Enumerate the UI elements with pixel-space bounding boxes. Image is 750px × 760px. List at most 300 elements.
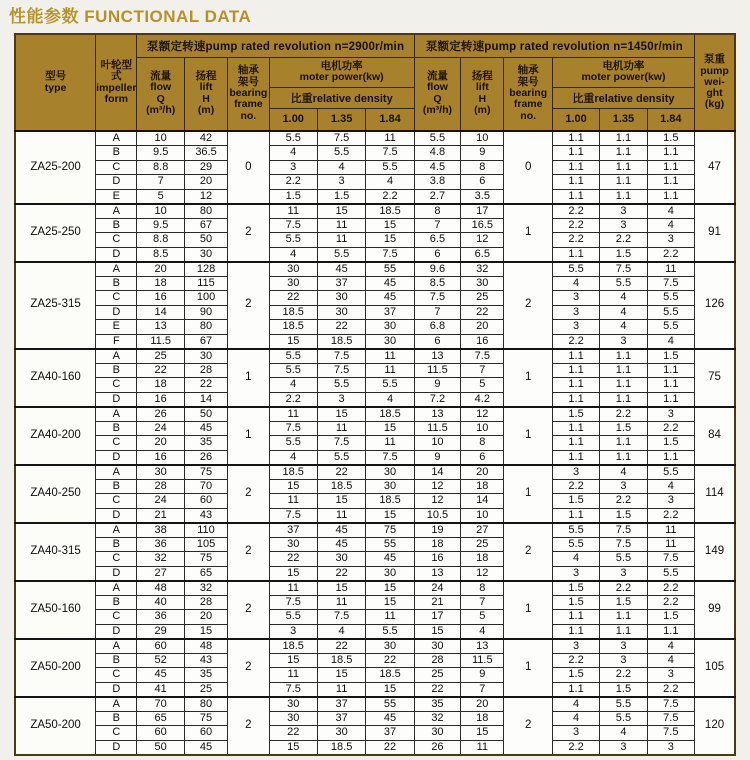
power-1450-d135-cell: 1.1: [600, 363, 647, 378]
flow-1450-cell: 2.7: [414, 189, 460, 204]
bearing-frame-2900-cell: 2: [228, 523, 269, 581]
power-2900-d135-cell: 15: [317, 581, 365, 596]
impeller-form-cell: B: [96, 711, 137, 726]
motor-power-1450-header: [552, 57, 694, 87]
power-1450-d135-cell: 2.2: [600, 581, 647, 596]
impeller-form-cell: B: [96, 479, 137, 494]
flow-2900-cell: 27: [137, 566, 184, 581]
lift-2900-cell: 110: [184, 523, 227, 538]
power-1450-d135-cell: 5.5: [600, 697, 647, 712]
power-1450-d135-cell: 1.1: [600, 349, 647, 364]
power-1450-d135-cell: 1.1: [600, 436, 647, 451]
header-line: 泵重: [704, 53, 726, 66]
power-1450-d184-cell: 4: [647, 334, 694, 349]
power-1450-d100-cell: 1.1: [552, 508, 599, 523]
flow-2900-cell: 9.5: [137, 218, 184, 233]
power-2900-d100-cell: 1.5: [269, 189, 317, 204]
power-1450-d100-cell: 1.1: [552, 146, 599, 161]
power-2900-d135-cell: 37: [317, 697, 365, 712]
power-1450-d184-cell: 2.2: [647, 508, 694, 523]
power-2900-d100-cell: 15: [269, 479, 317, 494]
power-2900-d184-cell: 22: [366, 740, 414, 755]
power-1450-d184-cell: 2.2: [647, 581, 694, 596]
power-2900-d100-cell: 5.5: [269, 610, 317, 625]
header-line: wei-: [704, 75, 725, 88]
power-2900-d100-cell: 11: [269, 494, 317, 509]
power-2900-d135-cell: 11: [317, 682, 365, 697]
power-1450-d100-cell: 1.1: [552, 363, 599, 378]
bearing-frame-1450-cell: 2: [504, 523, 552, 581]
table-row: [15, 247, 735, 262]
power-1450-d100-cell: 1.1: [552, 450, 599, 465]
lift-1450-cell: 7.5: [461, 349, 504, 364]
power-2900-d100-cell: 11: [269, 407, 317, 422]
flow-2900-cell: 10: [137, 204, 184, 219]
flow-2900-cell: 41: [137, 682, 184, 697]
power-2900-d100-cell: 15: [269, 740, 317, 755]
power-1450-d135-cell: 1.1: [600, 160, 647, 175]
weight-column-header: [695, 34, 735, 131]
relative-density-1450-header: 比重relative density: [552, 87, 694, 108]
table-row: [15, 450, 735, 465]
power-2900-d100-cell: 11: [269, 668, 317, 683]
impeller-form-cell: C: [96, 494, 137, 509]
power-2900-d100-cell: 18.5: [269, 320, 317, 335]
flow-2900-cell: 18: [137, 378, 184, 393]
relative-density-2900-header: 比重relative density: [269, 87, 414, 108]
table-row: [15, 349, 735, 364]
power-2900-d100-cell: 3: [269, 624, 317, 639]
impeller-form-cell: A: [96, 349, 137, 364]
power-2900-d135-cell: 5.5: [317, 378, 365, 393]
flow-1450-cell: 10: [414, 436, 460, 451]
flow-1450-cell: 13: [414, 407, 460, 422]
power-2900-d100-cell: 30: [269, 711, 317, 726]
flow-2900-cell: 52: [137, 653, 184, 668]
flow-1450-cell: 25: [414, 668, 460, 683]
power-2900-d100-cell: 3: [269, 160, 317, 175]
power-1450-d100-cell: 2.2: [552, 233, 599, 248]
flow-1450-cell: 19: [414, 523, 460, 538]
pump-weight-cell: 126: [695, 262, 735, 349]
lift-1450-cell: 17: [461, 204, 504, 219]
table-row: [15, 160, 735, 175]
header-line: (kg): [704, 98, 725, 111]
power-1450-d135-cell: 5.5: [600, 711, 647, 726]
flow-1450-header: [414, 57, 460, 131]
power-1450-d135-cell: 5.5: [600, 552, 647, 567]
flow-2900-cell: 28: [137, 479, 184, 494]
power-1450-d184-cell: 7.5: [647, 276, 694, 291]
header-line: 电机功率: [320, 59, 363, 72]
impeller-form-cell: A: [96, 262, 137, 277]
header-line: (m³/h): [146, 104, 176, 117]
lift-2900-cell: 22: [184, 378, 227, 393]
power-1450-d184-cell: 1.5: [647, 131, 694, 146]
bearing-2900-header: [228, 57, 269, 131]
lift-2900-cell: 115: [184, 276, 227, 291]
flow-1450-cell: 12: [414, 494, 460, 509]
header-line: bearing: [229, 87, 268, 100]
table-row: [15, 131, 735, 146]
flow-2900-cell: 32: [137, 552, 184, 567]
power-2900-d184-cell: 5.5: [366, 378, 414, 393]
bearing-frame-2900-cell: 2: [228, 262, 269, 349]
header-line: pump: [700, 64, 729, 77]
lift-1450-cell: 12: [461, 566, 504, 581]
power-1450-d100-cell: 4: [552, 276, 599, 291]
power-1450-d100-cell: 1.1: [552, 160, 599, 175]
pump-weight-cell: 91: [695, 204, 735, 262]
flow-1450-cell: 11.5: [414, 363, 460, 378]
lift-1450-cell: 6: [461, 450, 504, 465]
flow-2900-cell: 16: [137, 450, 184, 465]
power-2900-d184-cell: 55: [366, 537, 414, 552]
lift-2900-cell: 20: [184, 175, 227, 190]
power-2900-d184-cell: 15: [366, 682, 414, 697]
power-2900-d184-cell: 5.5: [366, 624, 414, 639]
power-1450-d135-cell: 1.5: [600, 508, 647, 523]
lift-1450-cell: 6.5: [461, 247, 504, 262]
power-1450-d184-cell: 1.1: [647, 175, 694, 190]
power-1450-d100-cell: 3: [552, 291, 599, 306]
table-row: [15, 697, 735, 712]
flow-1450-cell: 11.5: [414, 421, 460, 436]
lift-2900-cell: 80: [184, 320, 227, 335]
lift-2900-cell: 29: [184, 160, 227, 175]
lift-2900-cell: 128: [184, 262, 227, 277]
lift-2900-cell: 20: [184, 610, 227, 625]
lift-2900-cell: 42: [184, 131, 227, 146]
lift-2900-cell: 25: [184, 682, 227, 697]
flow-1450-cell: 5.5: [414, 131, 460, 146]
lift-2900-cell: 30: [184, 349, 227, 364]
pump-type-cell: ZA50-160: [15, 581, 96, 639]
power-2900-d184-cell: 5.5: [366, 160, 414, 175]
table-row: [15, 146, 735, 161]
power-1450-d100-cell: 1.5: [552, 581, 599, 596]
lift-2900-cell: 35: [184, 436, 227, 451]
power-1450-d184-cell: 1.1: [647, 624, 694, 639]
impeller-form-cell: D: [96, 247, 137, 262]
pump-type-cell: ZA25-200: [15, 131, 96, 204]
power-2900-d100-cell: 18.5: [269, 305, 317, 320]
power-1450-d184-cell: 11: [647, 523, 694, 538]
lift-2900-cell: 48: [184, 639, 227, 654]
power-1450-d135-cell: 4: [600, 291, 647, 306]
lift-1450-cell: 22: [461, 305, 504, 320]
power-2900-d135-cell: 11: [317, 218, 365, 233]
power-1450-d135-cell: 3: [600, 218, 647, 233]
lift-2900-cell: 32: [184, 581, 227, 596]
lift-1450-cell: 9: [461, 146, 504, 161]
header-line: 型号: [45, 70, 67, 83]
flow-1450-cell: 13: [414, 349, 460, 364]
power-1450-d135-cell: 2.2: [600, 407, 647, 422]
header-line: moter power(kw): [581, 71, 666, 83]
density-value-header: 1.35: [600, 108, 647, 131]
power-2900-d184-cell: 45: [366, 291, 414, 306]
motor-power-2900-header: [269, 57, 414, 87]
header-line: flow: [150, 81, 172, 94]
power-2900-d100-cell: 11: [269, 581, 317, 596]
bearing-frame-2900-cell: 1: [228, 349, 269, 407]
power-2900-d135-cell: 37: [317, 711, 365, 726]
lift-2900-cell: 28: [184, 363, 227, 378]
density-value-header: 1.00: [552, 108, 599, 131]
power-2900-d100-cell: 7.5: [269, 421, 317, 436]
lift-1450-cell: 7: [461, 682, 504, 697]
flow-1450-cell: 12: [414, 479, 460, 494]
flow-2900-cell: 29: [137, 624, 184, 639]
power-2900-d135-cell: 15: [317, 407, 365, 422]
power-1450-d100-cell: 3: [552, 305, 599, 320]
power-1450-d100-cell: 2.2: [552, 204, 599, 219]
power-2900-d135-cell: 5.5: [317, 450, 365, 465]
power-1450-d184-cell: 1.1: [647, 146, 694, 161]
table-row: [15, 407, 735, 422]
power-2900-d184-cell: 18.5: [366, 204, 414, 219]
power-2900-d135-cell: 4: [317, 160, 365, 175]
bearing-frame-1450-cell: 0: [504, 131, 552, 204]
flow-2900-cell: 16: [137, 291, 184, 306]
table-row: [15, 436, 735, 451]
power-1450-d100-cell: 3: [552, 465, 599, 480]
flow-2900-cell: 24: [137, 494, 184, 509]
bearing-1450-header: [504, 57, 552, 131]
power-1450-d100-cell: 1.1: [552, 392, 599, 407]
impeller-form-cell: D: [96, 450, 137, 465]
power-2900-d100-cell: 5.5: [269, 436, 317, 451]
table-row: [15, 552, 735, 567]
impeller-form-cell: C: [96, 436, 137, 451]
power-1450-d135-cell: 1.1: [600, 378, 647, 393]
power-2900-d135-cell: 11: [317, 233, 365, 248]
power-1450-d184-cell: 1.5: [647, 610, 694, 625]
header-line: flow: [426, 81, 448, 94]
lift-1450-cell: 8: [461, 581, 504, 596]
table-row: [15, 465, 735, 480]
bearing-frame-2900-cell: 2: [228, 581, 269, 639]
header-line: 架号: [237, 75, 259, 88]
flow-2900-cell: 30: [137, 465, 184, 480]
bearing-frame-1450-cell: 1: [504, 581, 552, 639]
bearing-frame-2900-cell: 1: [228, 407, 269, 465]
impeller-form-cell: A: [96, 204, 137, 219]
header-line: (m): [197, 104, 215, 117]
lift-2900-cell: 45: [184, 740, 227, 755]
table-row: [15, 537, 735, 552]
lift-2900-cell: 75: [184, 711, 227, 726]
power-1450-d100-cell: 2.2: [552, 218, 599, 233]
lift-1450-cell: 16: [461, 334, 504, 349]
impeller-form-cell: B: [96, 595, 137, 610]
power-2900-d100-cell: 15: [269, 653, 317, 668]
power-1450-d100-cell: 1.1: [552, 624, 599, 639]
impeller-form-cell: B: [96, 146, 137, 161]
power-2900-d100-cell: 5.5: [269, 349, 317, 364]
lift-1450-cell: 12: [461, 233, 504, 248]
flow-1450-cell: 10.5: [414, 508, 460, 523]
power-2900-d100-cell: 7.5: [269, 218, 317, 233]
impeller-form-cell: E: [96, 189, 137, 204]
power-2900-d184-cell: 15: [366, 421, 414, 436]
power-1450-d100-cell: 1.1: [552, 247, 599, 262]
lift-2900-cell: 75: [184, 465, 227, 480]
flow-2900-cell: 22: [137, 363, 184, 378]
density-value-header: 1.35: [317, 108, 365, 131]
power-2900-d135-cell: 4: [317, 624, 365, 639]
power-2900-d100-cell: 22: [269, 726, 317, 741]
lift-1450-cell: 8: [461, 160, 504, 175]
header-line: 扬程: [195, 70, 217, 83]
power-2900-d135-cell: 22: [317, 566, 365, 581]
lift-1450-cell: 20: [461, 465, 504, 480]
power-1450-d184-cell: 5.5: [647, 465, 694, 480]
table-body: [15, 131, 735, 755]
power-1450-d100-cell: 1.5: [552, 595, 599, 610]
lift-2900-cell: 35: [184, 668, 227, 683]
power-2900-d135-cell: 45: [317, 262, 365, 277]
impeller-form-cell: B: [96, 218, 137, 233]
power-1450-d184-cell: 5.5: [647, 566, 694, 581]
power-2900-d135-cell: 3: [317, 392, 365, 407]
pump-type-cell: ZA40-250: [15, 465, 96, 523]
power-2900-d184-cell: 45: [366, 276, 414, 291]
power-2900-d135-cell: 15: [317, 204, 365, 219]
power-1450-d135-cell: 7.5: [600, 262, 647, 277]
bearing-frame-1450-cell: 1: [504, 465, 552, 523]
impeller-form-cell: D: [96, 175, 137, 190]
power-2900-d135-cell: 7.5: [317, 131, 365, 146]
power-1450-d100-cell: 1.1: [552, 349, 599, 364]
flow-1450-cell: 9.6: [414, 262, 460, 277]
header-line: type: [44, 81, 67, 94]
flow-2900-cell: 60: [137, 726, 184, 741]
header-line: 流量: [150, 70, 172, 83]
power-2900-d135-cell: 7.5: [317, 363, 365, 378]
lift-1450-cell: 13: [461, 639, 504, 654]
header-line: Q: [156, 92, 165, 105]
power-2900-d100-cell: 5.5: [269, 363, 317, 378]
power-1450-d184-cell: 5.5: [647, 291, 694, 306]
flow-1450-cell: 30: [414, 639, 460, 654]
flow-1450-cell: 6.5: [414, 233, 460, 248]
table-row: [15, 189, 735, 204]
power-1450-d184-cell: 3: [647, 740, 694, 755]
flow-2900-cell: 10: [137, 131, 184, 146]
lift-2900-cell: 43: [184, 508, 227, 523]
power-2900-d135-cell: 3: [317, 175, 365, 190]
bearing-frame-1450-cell: 2: [504, 262, 552, 349]
power-2900-d184-cell: 4: [366, 175, 414, 190]
impeller-column-header: [96, 34, 137, 131]
power-2900-d135-cell: 18.5: [317, 334, 365, 349]
power-1450-d100-cell: 1.1: [552, 378, 599, 393]
flow-2900-cell: 36: [137, 537, 184, 552]
table-row: [15, 363, 735, 378]
lift-2900-cell: 67: [184, 334, 227, 349]
flow-1450-cell: 6: [414, 334, 460, 349]
flow-1450-cell: 8: [414, 204, 460, 219]
flow-1450-cell: 4.8: [414, 146, 460, 161]
impeller-form-cell: C: [96, 552, 137, 567]
power-2900-d184-cell: 30: [366, 465, 414, 480]
power-2900-d135-cell: 1.5: [317, 189, 365, 204]
type-column-header: [15, 34, 96, 131]
power-2900-d184-cell: 30: [366, 320, 414, 335]
impeller-form-cell: C: [96, 610, 137, 625]
bearing-frame-2900-cell: 2: [228, 465, 269, 523]
flow-1450-cell: 9: [414, 378, 460, 393]
flow-1450-cell: 18: [414, 537, 460, 552]
power-2900-d135-cell: 30: [317, 291, 365, 306]
pump-weight-cell: 149: [695, 523, 735, 581]
bearing-frame-1450-cell: 1: [504, 639, 552, 697]
power-1450-d184-cell: 7.5: [647, 697, 694, 712]
impeller-form-cell: D: [96, 508, 137, 523]
lift-2900-cell: 70: [184, 479, 227, 494]
lift-2900-cell: 43: [184, 653, 227, 668]
power-2900-d135-cell: 30: [317, 726, 365, 741]
power-2900-d100-cell: 30: [269, 537, 317, 552]
header-line: Q: [433, 92, 442, 105]
power-1450-d100-cell: 3: [552, 726, 599, 741]
flow-1450-cell: 28: [414, 653, 460, 668]
power-1450-d100-cell: 4: [552, 697, 599, 712]
power-2900-d135-cell: 30: [317, 305, 365, 320]
table-row: [15, 523, 735, 538]
table-row: [15, 711, 735, 726]
power-1450-d100-cell: 5.5: [552, 523, 599, 538]
flow-1450-cell: 17: [414, 610, 460, 625]
power-1450-d100-cell: 2.2: [552, 334, 599, 349]
flow-1450-cell: 7: [414, 218, 460, 233]
lift-2900-cell: 80: [184, 204, 227, 219]
power-1450-d100-cell: 4: [552, 711, 599, 726]
power-1450-d184-cell: 4: [647, 204, 694, 219]
power-2900-d100-cell: 30: [269, 262, 317, 277]
table-row: [15, 595, 735, 610]
power-2900-d184-cell: 30: [366, 479, 414, 494]
header-line: form: [104, 92, 128, 105]
lift-2900-cell: 50: [184, 407, 227, 422]
lift-2900-cell: 105: [184, 537, 227, 552]
lift-1450-cell: 15: [461, 726, 504, 741]
power-1450-d184-cell: 1.1: [647, 160, 694, 175]
power-2900-d135-cell: 7.5: [317, 349, 365, 364]
flow-2900-cell: 11.5: [137, 334, 184, 349]
power-2900-d184-cell: 30: [366, 639, 414, 654]
lift-1450-cell: 16.5: [461, 218, 504, 233]
lift-1450-cell: 25: [461, 537, 504, 552]
table-row: [15, 392, 735, 407]
header-line: 架号: [517, 75, 539, 88]
bearing-frame-1450-cell: 1: [504, 204, 552, 262]
lift-2900-cell: 60: [184, 494, 227, 509]
power-1450-d100-cell: 3: [552, 566, 599, 581]
power-1450-d135-cell: 1.1: [600, 131, 647, 146]
power-1450-d184-cell: 4: [647, 653, 694, 668]
pump-weight-cell: 99: [695, 581, 735, 639]
impeller-form-cell: C: [96, 378, 137, 393]
impeller-form-cell: D: [96, 566, 137, 581]
power-2900-d135-cell: 5.5: [317, 146, 365, 161]
lift-2900-cell: 100: [184, 291, 227, 306]
impeller-form-cell: A: [96, 465, 137, 480]
power-1450-d135-cell: 3: [600, 639, 647, 654]
power-1450-d100-cell: 4: [552, 552, 599, 567]
